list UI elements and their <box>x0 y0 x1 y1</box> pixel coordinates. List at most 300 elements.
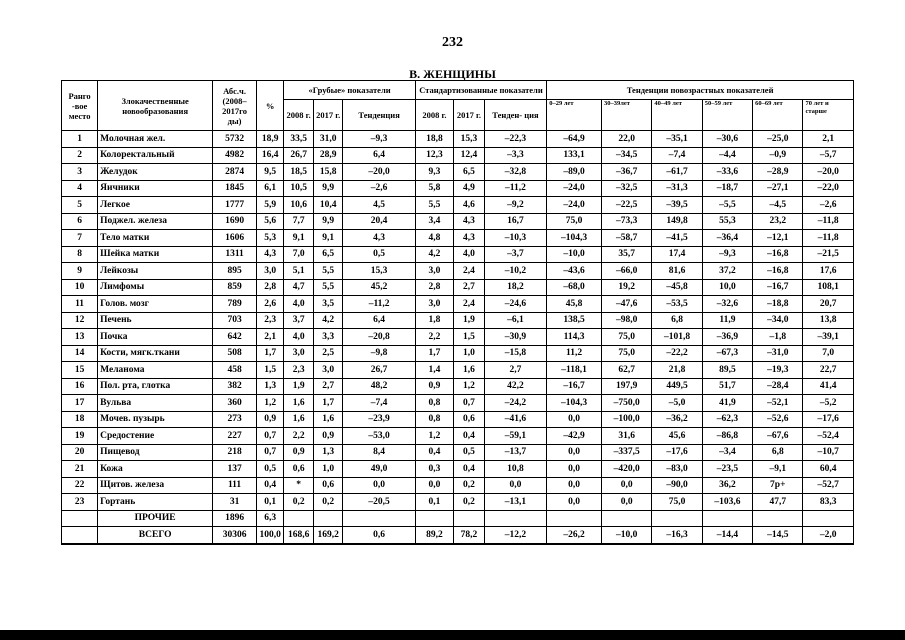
cell-age-50-59: 55,3 <box>702 213 752 230</box>
table-row <box>62 197 854 214</box>
cell-std-2008: 3,0 <box>415 263 453 280</box>
cell-pct: 18,9 <box>256 131 283 148</box>
cell-pct: 5,9 <box>256 197 283 214</box>
cell-crude-trend: 26,7 <box>343 362 415 379</box>
header-age-60-69: 60–69 лет <box>753 100 803 131</box>
cell-name: Гортань <box>98 494 213 511</box>
cell-crude-2017: 5,5 <box>313 263 343 280</box>
cell-age-40-49: 449,5 <box>652 378 702 395</box>
cell-age-60-69: –28,9 <box>753 164 803 181</box>
cell-std-2008: 1,7 <box>415 345 453 362</box>
cell-age-50-59: –9,3 <box>702 246 752 263</box>
header-rank: Ранго -вое место <box>62 81 98 131</box>
cell-age-40-49: 81,6 <box>652 263 702 280</box>
cell-name: Поджел. железа <box>98 213 213 230</box>
cell-std-trend: –30,9 <box>484 329 546 346</box>
cell-crude-trend: 20,4 <box>343 213 415 230</box>
cell-abs: 273 <box>213 411 257 428</box>
cell-pct: 0,4 <box>256 477 283 494</box>
cell-std-2017: 1,0 <box>454 345 485 362</box>
cell-std-2017: 4,3 <box>454 213 485 230</box>
cell-age-50-59: –62,3 <box>702 411 752 428</box>
cell-pct: 3,0 <box>256 263 283 280</box>
cell-abs: 31 <box>213 494 257 511</box>
data-table <box>61 80 854 545</box>
cell-std-2017: 12,4 <box>454 147 485 164</box>
cell-age-50-59: –33,6 <box>702 164 752 181</box>
cell-std-trend: 2,7 <box>484 362 546 379</box>
cell-pct: 1,2 <box>256 395 283 412</box>
table-row <box>62 147 854 164</box>
cell-pct: 0,5 <box>256 461 283 478</box>
cell-age-40-49: 75,0 <box>652 494 702 511</box>
table-row <box>62 494 854 511</box>
cell-rank: 8 <box>62 246 98 263</box>
cell-age-60-69: –0,9 <box>753 147 803 164</box>
cell-std-trend: –6,1 <box>484 312 546 329</box>
cell-std-2008: 12,3 <box>415 147 453 164</box>
cell-age-30-39: 0,0 <box>601 494 651 511</box>
cell-rank: 5 <box>62 197 98 214</box>
cell-age-40-49: –36,2 <box>652 411 702 428</box>
cell-age-40-49: –83,0 <box>652 461 702 478</box>
cell-age-70plus: –39,1 <box>803 329 854 346</box>
cell-age-30-39: –34,5 <box>601 147 651 164</box>
cell-crude-2008: 2,2 <box>284 428 314 445</box>
cell-std-trend: –10,3 <box>484 230 546 247</box>
cell-pct: 0,7 <box>256 444 283 461</box>
cell-abs: 111 <box>213 477 257 494</box>
cell-age-30-39: 35,7 <box>601 246 651 263</box>
cell-crude-trend: 6,4 <box>343 147 415 164</box>
table-row <box>62 312 854 329</box>
cell-rank: 6 <box>62 213 98 230</box>
header-percent: % <box>256 81 283 131</box>
cell-age-0-29: –118,1 <box>547 362 602 379</box>
table-row <box>62 395 854 412</box>
cell-age-30-39: 31,6 <box>601 428 651 445</box>
header-crude-trend: Тенденция <box>343 100 415 131</box>
cell-std-2017: 2,4 <box>454 263 485 280</box>
cell-crude-2017: 1,7 <box>313 395 343 412</box>
cell-std-trend: –32,8 <box>484 164 546 181</box>
cell-abs: 508 <box>213 345 257 362</box>
cell-age-40-49: 21,8 <box>652 362 702 379</box>
table-row <box>62 329 854 346</box>
cell-crude-2008: 5,1 <box>284 263 314 280</box>
cell-std-trend: 18,2 <box>484 279 546 296</box>
cell-age-70plus: –52,4 <box>803 428 854 445</box>
cell-abs: 1845 <box>213 180 257 197</box>
cell-name: Молочная жел. <box>98 131 213 148</box>
header-standardized: Стандартизованные показатели <box>415 81 546 100</box>
cell-age-60-69: –14,5 <box>753 527 803 544</box>
cell-age-60-69: –1,8 <box>753 329 803 346</box>
cell-pct: 1,5 <box>256 362 283 379</box>
cell-age-0-29: 114,3 <box>547 329 602 346</box>
cell-std-trend: 42,2 <box>484 378 546 395</box>
table-row <box>62 345 854 362</box>
cell-age-70plus: –5,2 <box>803 395 854 412</box>
cell-age-50-59: 37,2 <box>702 263 752 280</box>
cell-age-50-59: –23,5 <box>702 461 752 478</box>
cell-crude-trend: –53,0 <box>343 428 415 445</box>
cell-std-2017: 4,6 <box>454 197 485 214</box>
cell-crude-trend: –20,8 <box>343 329 415 346</box>
cell-age-0-29: –43,6 <box>547 263 602 280</box>
cell-age-70plus: –22,0 <box>803 180 854 197</box>
cell-name: Желудок <box>98 164 213 181</box>
header-std-2017: 2017 г. <box>454 100 485 131</box>
cell-crude-trend: –9,8 <box>343 345 415 362</box>
cell-std-2017: 1,6 <box>454 362 485 379</box>
cell-std-2008: 0,3 <box>415 461 453 478</box>
cell-crude-2008: 0,6 <box>284 461 314 478</box>
cell-name: Мочев. пузырь <box>98 411 213 428</box>
cell-age-70plus: –21,5 <box>803 246 854 263</box>
cell-age-50-59: 11,9 <box>702 312 752 329</box>
cell-age-70plus: –52,7 <box>803 477 854 494</box>
cell-crude-trend: –11,2 <box>343 296 415 313</box>
cell-pct: 2,1 <box>256 329 283 346</box>
cell-age-60-69: –9,1 <box>753 461 803 478</box>
cell-crude-2017: 0,9 <box>313 428 343 445</box>
cell-name: Лейкозы <box>98 263 213 280</box>
cell-std-2008: 3,4 <box>415 213 453 230</box>
cell-age-0-29: 75,0 <box>547 213 602 230</box>
scan-bottom-border <box>0 630 905 640</box>
cell-std-2008: 3,0 <box>415 296 453 313</box>
cell-std-2017: 0,5 <box>454 444 485 461</box>
cell-pct: 2,3 <box>256 312 283 329</box>
cell-std-2017: 0,2 <box>454 477 485 494</box>
cell-std-2008: 0,8 <box>415 411 453 428</box>
cell-name: Меланома <box>98 362 213 379</box>
cell-crude-2008: 0,2 <box>284 494 314 511</box>
cell-age-50-59: –32,6 <box>702 296 752 313</box>
cell-std-2008: 2,2 <box>415 329 453 346</box>
table-row <box>62 477 854 494</box>
cell-std-2017: 0,7 <box>454 395 485 412</box>
table-row <box>62 246 854 263</box>
cell-age-0-29: 45,8 <box>547 296 602 313</box>
cell-std-trend: –24,2 <box>484 395 546 412</box>
cell-age-60-69: –4,5 <box>753 197 803 214</box>
cell-age-60-69: –34,0 <box>753 312 803 329</box>
cell-std-trend: –22,3 <box>484 131 546 148</box>
page-number: 232 <box>442 35 463 50</box>
cell-age-40-49: 45,6 <box>652 428 702 445</box>
cell-rank: 23 <box>62 494 98 511</box>
cell-abs: 642 <box>213 329 257 346</box>
cell-pct: 1,3 <box>256 378 283 395</box>
cell-age-50-59: –18,7 <box>702 180 752 197</box>
cell-abs: 1896 <box>213 510 257 527</box>
table-row <box>62 263 854 280</box>
cell-name: Пищевод <box>98 444 213 461</box>
cell-crude-trend: –7,4 <box>343 395 415 412</box>
cell-crude-2008: 4,0 <box>284 296 314 313</box>
cell-crude-2017: 2,7 <box>313 378 343 395</box>
cell-age-0-29: –10,0 <box>547 246 602 263</box>
cell-std-2017: 1,2 <box>454 378 485 395</box>
cell-std-trend: –13,1 <box>484 494 546 511</box>
cell-name: Яичники <box>98 180 213 197</box>
header-age-30-39: 30–39лет <box>601 100 651 131</box>
cell-std-trend: –9,2 <box>484 197 546 214</box>
cell-std-2017: 4,0 <box>454 246 485 263</box>
table-row <box>62 213 854 230</box>
cell-crude-2017: 4,2 <box>313 312 343 329</box>
cell-age-70plus: –2,6 <box>803 197 854 214</box>
cell-age-70plus: 108,1 <box>803 279 854 296</box>
cell-age-30-39: –32,5 <box>601 180 651 197</box>
cell-age-60-69: –12,1 <box>753 230 803 247</box>
cell-std-2008: 1,8 <box>415 312 453 329</box>
cell-age-40-49: –61,7 <box>652 164 702 181</box>
cell-age-0-29: 0,0 <box>547 444 602 461</box>
cell-name: Лимфомы <box>98 279 213 296</box>
cell-crude-2008: 168,6 <box>284 527 314 544</box>
cell-crude-2017: 1,3 <box>313 444 343 461</box>
cell-age-60-69: –16,7 <box>753 279 803 296</box>
cell-age-0-29: –104,3 <box>547 395 602 412</box>
cell-age-60-69: –19,3 <box>753 362 803 379</box>
cell-rank: 10 <box>62 279 98 296</box>
cell-age-60-69: –16,8 <box>753 263 803 280</box>
cell-age-70plus: 83,3 <box>803 494 854 511</box>
cell-age-70plus: –11,8 <box>803 213 854 230</box>
cell-crude-trend: –20,5 <box>343 494 415 511</box>
cell-age-40-49: –31,3 <box>652 180 702 197</box>
cell-std-2008: 0,4 <box>415 444 453 461</box>
cell-rank: 14 <box>62 345 98 362</box>
cell-age-30-39: –73,3 <box>601 213 651 230</box>
cell-crude-2008: 26,7 <box>284 147 314 164</box>
table-row <box>62 444 854 461</box>
cell-name: Легкое <box>98 197 213 214</box>
cell-name: Вульва <box>98 395 213 412</box>
cell-age-60-69: –52,1 <box>753 395 803 412</box>
total-row <box>62 527 854 544</box>
table-row <box>62 279 854 296</box>
cell-crude-2017: 6,5 <box>313 246 343 263</box>
cell-pct: 2,6 <box>256 296 283 313</box>
header-age-70plus: 70 лет и старше <box>803 100 854 131</box>
cell-age-0-29: 0,0 <box>547 411 602 428</box>
cell-crude-2008: 10,6 <box>284 197 314 214</box>
cell-std-2008: 1,4 <box>415 362 453 379</box>
header-row-1 <box>62 81 854 100</box>
cell-abs: 789 <box>213 296 257 313</box>
cell-age-30-39: –98,0 <box>601 312 651 329</box>
cell-age-70plus: 17,6 <box>803 263 854 280</box>
header-std-trend: Тенден- ция <box>484 100 546 131</box>
cell-crude-2017: 15,8 <box>313 164 343 181</box>
cell-pct: 4,3 <box>256 246 283 263</box>
cell-std-trend: 16,7 <box>484 213 546 230</box>
cell-std-2017: 0,6 <box>454 411 485 428</box>
cell-abs: 458 <box>213 362 257 379</box>
cell-name: Голов. мозг <box>98 296 213 313</box>
header-age-40-49: 40–49 лет <box>652 100 702 131</box>
cell-abs: 360 <box>213 395 257 412</box>
cell-age-0-29: –16,7 <box>547 378 602 395</box>
cell-name: ВСЕГО <box>98 527 213 544</box>
cell-crude-2008: 4,0 <box>284 329 314 346</box>
cell-age-70plus: 7,0 <box>803 345 854 362</box>
cell-crude-2017: 0,2 <box>313 494 343 511</box>
cell-std-2008: 4,2 <box>415 246 453 263</box>
cell-std-2017: 15,3 <box>454 131 485 148</box>
cell-age-0-29: –104,3 <box>547 230 602 247</box>
cell-age-40-49: –39,5 <box>652 197 702 214</box>
cell-crude-2017: 31,0 <box>313 131 343 148</box>
other-row <box>62 510 854 527</box>
table-row <box>62 180 854 197</box>
cell-age-60-69: –25,0 <box>753 131 803 148</box>
cell-age-30-39: –10,0 <box>601 527 651 544</box>
cell-age-0-29: –42,9 <box>547 428 602 445</box>
cell-abs: 137 <box>213 461 257 478</box>
cell-std-2017: 0,4 <box>454 461 485 478</box>
cell-rank: 15 <box>62 362 98 379</box>
cell-rank: 9 <box>62 263 98 280</box>
cell-age-30-39: –337,5 <box>601 444 651 461</box>
cell-crude-2008: 7,0 <box>284 246 314 263</box>
header-neoplasm: Злокачественные новообразования <box>98 81 213 131</box>
table-row <box>62 428 854 445</box>
cell-age-70plus: –5,7 <box>803 147 854 164</box>
cell-age-0-29: 133,1 <box>547 147 602 164</box>
cell-std-trend: 10,8 <box>484 461 546 478</box>
cell-age-70plus: 2,1 <box>803 131 854 148</box>
cell-crude-2008: 4,7 <box>284 279 314 296</box>
cell-rank: 2 <box>62 147 98 164</box>
cell-rank: 7 <box>62 230 98 247</box>
cell-rank: 20 <box>62 444 98 461</box>
cell-name: Шейка матки <box>98 246 213 263</box>
cell-pct: 0,7 <box>256 428 283 445</box>
cell-rank: 22 <box>62 477 98 494</box>
cell-age-60-69: –28,4 <box>753 378 803 395</box>
cell-rank: 19 <box>62 428 98 445</box>
cell-abs: 1777 <box>213 197 257 214</box>
cell-std-2008: 0,9 <box>415 378 453 395</box>
cell-std-2008: 1,2 <box>415 428 453 445</box>
cell-std-trend: 0,0 <box>484 477 546 494</box>
cell-age-30-39: –36,7 <box>601 164 651 181</box>
cell-abs: 703 <box>213 312 257 329</box>
table-row <box>62 378 854 395</box>
cell-age-50-59: 89,5 <box>702 362 752 379</box>
cell-rank <box>62 527 98 544</box>
table-row <box>62 164 854 181</box>
cell-age-50-59: –103,6 <box>702 494 752 511</box>
cell-age-70plus: 22,7 <box>803 362 854 379</box>
cell-std-2017: 0,4 <box>454 428 485 445</box>
cell-age-50-59: –86,8 <box>702 428 752 445</box>
cell-std-trend: –3,7 <box>484 246 546 263</box>
cell-std-2008: 5,8 <box>415 180 453 197</box>
cell-abs: 1606 <box>213 230 257 247</box>
cell-age-60-69: –67,6 <box>753 428 803 445</box>
cell-std-2017: 6,5 <box>454 164 485 181</box>
cell-crude-2008: 3,7 <box>284 312 314 329</box>
cell-std-2017: 4,3 <box>454 230 485 247</box>
cell-name: Печень <box>98 312 213 329</box>
table-row <box>62 461 854 478</box>
cell-abs: 4982 <box>213 147 257 164</box>
cell-crude-2017: 9,1 <box>313 230 343 247</box>
cell-crude-trend: –9,3 <box>343 131 415 148</box>
cell-std-2008: 9,3 <box>415 164 453 181</box>
cell-age-0-29: –24,0 <box>547 197 602 214</box>
cell-age-40-49: –22,2 <box>652 345 702 362</box>
cell-std-2017: 0,2 <box>454 494 485 511</box>
cell-crude-trend: 49,0 <box>343 461 415 478</box>
cell-age-70plus: –10,7 <box>803 444 854 461</box>
cell-std-trend: –10,2 <box>484 263 546 280</box>
cell-crude-2008: 1,9 <box>284 378 314 395</box>
cell-crude-2008: 2,3 <box>284 362 314 379</box>
cell-std-trend: –13,7 <box>484 444 546 461</box>
cell-std-trend: –59,1 <box>484 428 546 445</box>
cell-crude-2017: 28,9 <box>313 147 343 164</box>
header-abs: Абс.ч. (2008–2017го ды) <box>213 81 257 131</box>
cell-std-trend: –15,8 <box>484 345 546 362</box>
cell-age-50-59: –5,5 <box>702 197 752 214</box>
cell-age-40-49: –35,1 <box>652 131 702 148</box>
cell-crude-2017: 3,3 <box>313 329 343 346</box>
cell-abs: 218 <box>213 444 257 461</box>
cell-age-60-69: –52,6 <box>753 411 803 428</box>
cell-age-50-59: –30,6 <box>702 131 752 148</box>
cell-age-50-59: 51,7 <box>702 378 752 395</box>
cell-age-70plus: –2,0 <box>803 527 854 544</box>
cell-name: Пол. рта, глотка <box>98 378 213 395</box>
cell-std-trend: –12,2 <box>484 527 546 544</box>
cell-name: Почка <box>98 329 213 346</box>
header-crude-2008: 2008 г. <box>284 100 314 131</box>
cell-std-2017: 1,5 <box>454 329 485 346</box>
cell-age-50-59: –4,4 <box>702 147 752 164</box>
cell-age-60-69: 7р+ <box>753 477 803 494</box>
header-crude: «Грубые» показатели <box>284 81 415 100</box>
cell-age-30-39: –22,5 <box>601 197 651 214</box>
cell-age-50-59: –14,4 <box>702 527 752 544</box>
cell-crude-trend: 6,4 <box>343 312 415 329</box>
cell-std-trend: –41,6 <box>484 411 546 428</box>
cell-age-70plus: –17,6 <box>803 411 854 428</box>
cell-std-2017: 1,9 <box>454 312 485 329</box>
cell-name: Кожа <box>98 461 213 478</box>
cell-std-2008: 0,8 <box>415 395 453 412</box>
cell-crude-2008: 10,5 <box>284 180 314 197</box>
cell-pct: 0,9 <box>256 411 283 428</box>
cell-age-50-59: 10,0 <box>702 279 752 296</box>
cell-age-70plus: 20,7 <box>803 296 854 313</box>
cell-age-30-39: –750,0 <box>601 395 651 412</box>
cell-age-30-39: 197,9 <box>601 378 651 395</box>
cell-name: Колоректальный <box>98 147 213 164</box>
cell-std-2017: 78,2 <box>454 527 485 544</box>
cell-age-50-59: 36,2 <box>702 477 752 494</box>
cell-pct: 6,3 <box>256 510 283 527</box>
cell-crude-2017: 10,4 <box>313 197 343 214</box>
cell-std-2017: 2,4 <box>454 296 485 313</box>
cell-age-40-49: –101,8 <box>652 329 702 346</box>
